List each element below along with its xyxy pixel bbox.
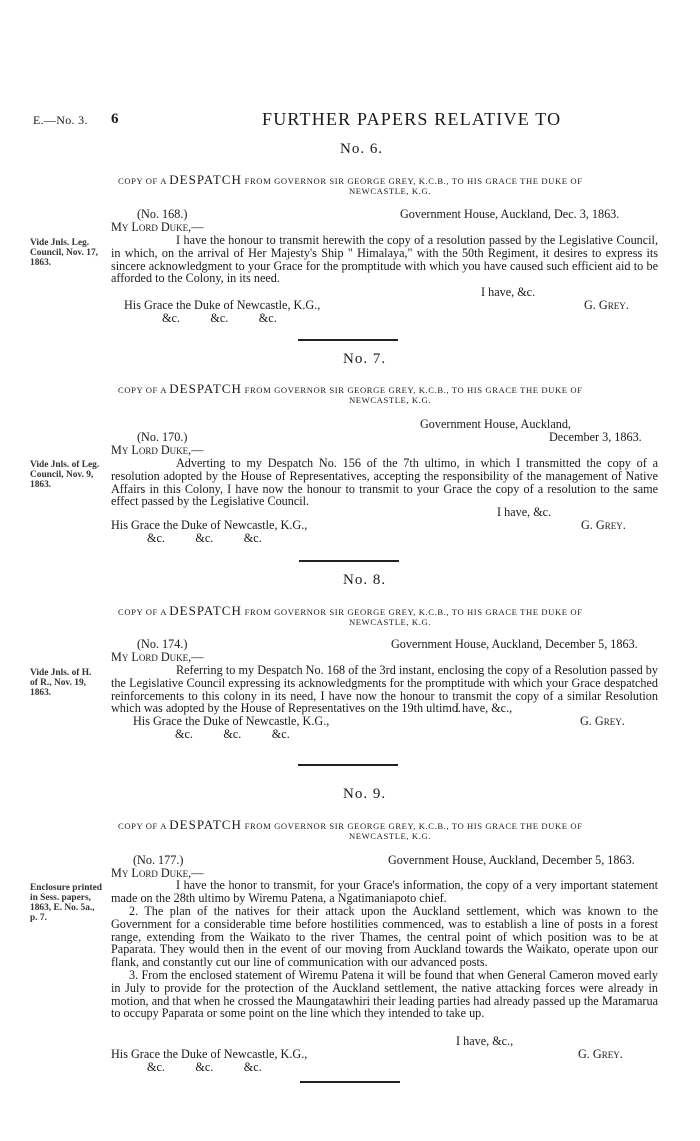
signature: G. Grey.	[580, 714, 625, 728]
addressee: His Grace the Duke of Newcastle, K.G.,	[133, 714, 330, 728]
section-divider	[298, 764, 398, 766]
place-date: Government House, Auckland, December 5, 1863.	[391, 637, 638, 651]
side-note: Vide Jnls. of H. of R., Nov. 19, 1863.	[30, 668, 92, 698]
section-divider	[300, 1081, 400, 1083]
place: Government House, Auckland,	[420, 417, 571, 431]
salutation: My Lord Duke,—	[111, 220, 204, 234]
etc-line: &c. &c. &c.	[175, 727, 290, 741]
etc-line: &c. &c. &c.	[162, 311, 277, 325]
section-divider	[298, 339, 398, 341]
despatch-ref: (No. 168.)	[137, 207, 188, 221]
despatch-body: Adverting to my Despatch No. 156 of the 7th ultimo, in which I transmitted the copy of a resolution adopted by the House of Representatives, accepting the responsibility of the management of Native Affairs in this Colony, I have now the honour to transmit to your Grace the copy of a resolution to the same effect passed by the Legislative Council.	[111, 456, 658, 509]
closing: I have, &c.	[481, 285, 536, 299]
salutation: My Lord Duke,—	[111, 866, 204, 880]
addressee: His Grace the Duke of Newcastle, K.G.,	[124, 298, 321, 312]
page-number: 6	[111, 111, 119, 127]
despatch-ref: (No. 174.)	[137, 637, 188, 651]
date: December 3, 1863.	[549, 430, 642, 444]
despatch-caption: COPY OF A DESPATCH FROM GOVERNOR SIR GEORGE GREY, K.C.B., TO HIS GRACE THE DUKE OF	[118, 817, 583, 832]
despatch-caption: COPY OF A DESPATCH FROM GOVERNOR SIR GEORGE GREY, K.C.B., TO HIS GRACE THE DUKE OF	[118, 172, 583, 187]
despatch-number: No. 6.	[340, 141, 384, 157]
place-date: Government House, Auckland, December 5, 1863.	[388, 853, 635, 867]
section-divider	[299, 560, 399, 562]
side-note: Vide Jnls. of Leg. Council, Nov. 9, 1863.	[30, 460, 100, 490]
despatch-body: I have the honour to transmit herewith the copy of a resolution passed by the Legislative Council, in which, on the arrival of Her Majesty's Ship " Himalaya," with the 50th Regiment, it desires to express its sincere acknowledgment to your Grace for the promptitude with which you have caused such efficient aid to be afforded to the Colony, in its need.	[111, 233, 658, 286]
signature: G. Grey.	[581, 518, 626, 532]
etc-line: &c. &c. &c.	[147, 1060, 262, 1074]
signature: G. Grey.	[584, 298, 629, 312]
despatch-caption-line2: NEWCASTLE, K.G.	[348, 831, 432, 841]
despatch-body: Referring to my Despatch No. 168 of the 3rd instant, enclosing the copy of a Resolution passed by the Legislative Council expressing its acknowledgments for the promptitude with which your Grace despatched reinforcements to this colony in its need, I have now the honour to transmit the copy of a similar Resolution which was adopted by the House of Representatives on the 19th ultimo.	[111, 663, 658, 716]
addressee: His Grace the Duke of Newcastle, K.G.,	[111, 518, 308, 532]
despatch-caption: COPY OF A DESPATCH FROM GOVERNOR SIR GEORGE GREY, K.C.B., TO HIS GRACE THE DUKE OF	[118, 381, 583, 396]
despatch-caption-line2: NEWCASTLE, K.G.	[348, 186, 432, 196]
addressee: His Grace the Duke of Newcastle, K.G.,	[111, 1047, 308, 1061]
side-note: Enclosure printed in Sess. papers, 1863, E. No. 5a., p. 7.	[30, 883, 102, 923]
despatch-body-para-1: I have the honor to transmit, for your Grace's information, the copy of a very important statement made on the 28th ultimo by Wiremu Patena, a Ngatimaniapoto chief.	[111, 878, 658, 905]
closing: I have, &c.,	[455, 701, 513, 715]
despatch-ref: (No. 177.)	[133, 853, 184, 867]
despatch-caption-line2: NEWCASTLE, K.G.	[348, 617, 432, 627]
salutation: My Lord Duke,—	[111, 650, 204, 664]
despatch-ref: (No. 170.)	[137, 430, 188, 444]
despatch-body-para-2: 2. The plan of the natives for their attack upon the Auckland settlement, which was known to the Government for a considerable time before hostilities commenced, was to establish a line of posts in a forest range, extending from the Waikato to the river Thames, the central point of which position was to be at Paparata. They would then in the event of our moving from Auckland towards the Waikato, operate upon our flank, and constantly cut our line of communication with our advanced posts.	[111, 904, 658, 970]
despatch-number: No. 7.	[343, 351, 387, 367]
place-date: Government House, Auckland, Dec. 3, 1863.	[400, 207, 620, 221]
closing: I have, &c.,	[456, 1034, 514, 1048]
despatch-number: No. 9.	[343, 786, 387, 802]
despatch-caption: COPY OF A DESPATCH FROM GOVERNOR SIR GEORGE GREY, K.C.B., TO HIS GRACE THE DUKE OF	[118, 603, 583, 618]
page-title: FURTHER PAPERS RELATIVE TO	[262, 109, 562, 129]
etc-line: &c. &c. &c.	[147, 531, 262, 545]
closing: I have, &c.	[497, 505, 552, 519]
paper-reference: E.—No. 3.	[33, 113, 88, 127]
signature: G. Grey.	[578, 1047, 623, 1061]
salutation: My Lord Duke,—	[111, 443, 204, 457]
despatch-caption-line2: NEWCASTLE, K.G.	[348, 395, 432, 405]
side-note: Vide Jnls. Leg. Council, Nov. 17, 1863.	[30, 238, 98, 268]
despatch-number: No. 8.	[343, 572, 387, 588]
despatch-body-para-3: 3. From the enclosed statement of Wiremu Patena it will be found that when General Cameron moved early in July to provide for the protection of the Auckland settlement, the native attacking forces were already in motion, and that when he crossed the Maungatawhiri their leading parties had already passed up the Maramarua to occupy Paparata or some point on the line which they intended to take up.	[111, 968, 658, 1021]
